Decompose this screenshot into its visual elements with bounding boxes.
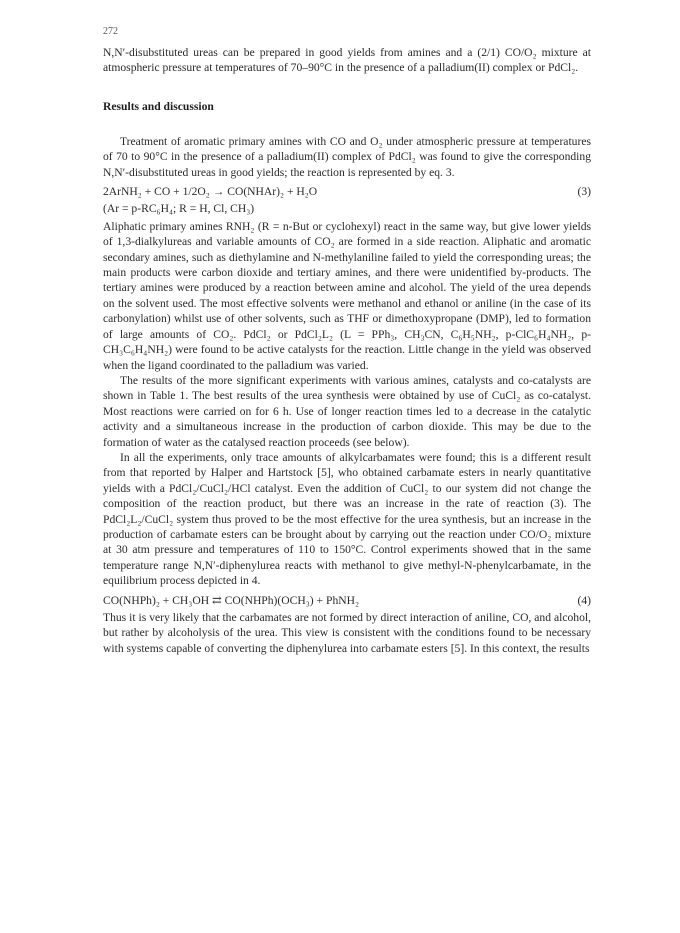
section-heading: Results and discussion <box>103 99 214 113</box>
body-paragraph-3: The results of the more significant experiments with various amines, catalysts and co-catalysts are shown in Table 1. The best results of the urea synthesis were obtained by use of CuCl₂ as co-catalyst. Most reactions were carried on for 6 h. Use of longer reaction times led to a decrease in the catalytic activity and a simultaneous increase in the production of carbon dioxide. This may be due to the formation of water as the catalysed reaction proceeds (see below). <box>103 373 591 449</box>
body-paragraph-2: Aliphatic primary amines RNH₂ (R = n-But or cyclohexyl) react in the same way, but give lower yields of 1,3-dialkylureas and variable amounts of CO₂ are formed in a side reaction. Aliphatic and aromatic secondary amines, such as diethylamine and N-methylaniline failed to yield the corresponding ureas; the main products were carbon dioxide and tertiary amines, and there were unidentified by-products. The tertiary amines were produced by a reaction between amine and alcohol. The yield of the urea depends on the solvent used. The most effective solvents were methanol and ethanol or aniline (in the case of its carbonylation) whilst use of other solvents, such as THF or dimethoxypropane (DMP), led to formation of large amounts of CO₂. PdCl₂ or PdCl₂L₂ (L = PPh₃, CH₃CN, C₆H₅NH₂, p-ClC₆H₄NH₂, p-CH₃C₆H₄NH₂) were found to be active catalysts for the reaction. Little change in the yield was observed when the ligand coordinated to the palladium was varied. <box>103 219 591 372</box>
body-paragraph-5: Thus it is very likely that the carbamates are not formed by direct interaction of aniline, CO, and alcohol, but rather by alcoholysis of the urea. This view is consistent with the conditions found to be necessary with systems capable of converting the diphenylurea into carbamate esters [5]. In this context, the results <box>103 611 591 655</box>
paper-page <box>103 26 591 656</box>
page-number: 272 <box>103 26 118 37</box>
equation-4 <box>103 593 591 608</box>
equation-3-condition: (Ar = p-RC₆H₄; R = H, Cl, CH₃) <box>103 202 255 216</box>
equation-4-text: CO(NHPh)₂ + CH₃OH ⇄ CO(NHPh)(OCH₃) + PhNH₂ <box>103 593 360 607</box>
intro-paragraph: N,N′-disubstituted ureas can be prepared in good yields from amines and a (2/1) CO/O₂ mixture at atmospheric pressure at temperatures of 70–90°C in the presence of a palladium(II) complex or PdCl₂. <box>103 46 591 75</box>
equation-4-number: (4) <box>577 593 591 607</box>
equation-3 <box>103 184 591 199</box>
body-paragraph-1: Treatment of aromatic primary amines with CO and O₂ under atmospheric pressure at temperatures of 70 to 90°C in the presence of a palladium(II) complex of PdCl₂ was found to give the corresponding N,N′-disubstituted ureas in good yields; the reaction is represented by eq. 3. <box>103 134 591 179</box>
equation-3-number: (3) <box>577 185 591 199</box>
body-paragraph-4: In all the experiments, only trace amounts of alkylcarbamates were found; this is a different result from that reported by Halper and Hartstock [5], who obtained carbamate esters in nearly quantitative yields with a PdCl₂/CuCl₂/HCl catalyst. Even the addition of CuCl₂ to our system did not change the composition of the reaction product, but there was an increase in the rate of reaction (3). The PdCl₂L₂/CuCl₂ system thus proved to be the most effective for the urea synthesis, but an increase in the production of carbamate esters can be brought about by carrying out the reaction under CO/O₂ mixture at 30 atm pressure and temperatures of 110 to 150°C. Control experiments showed that in the same temperature range N,N′-diphenylurea reacts with methanol to give methyl-N-phenylcarbamate, in the equilibrium process depicted in 4. <box>103 450 591 588</box>
equation-3-text: 2ArNH₂ + CO + 1/2O₂ → CO(NHAr)₂ + H₂O <box>103 185 318 199</box>
